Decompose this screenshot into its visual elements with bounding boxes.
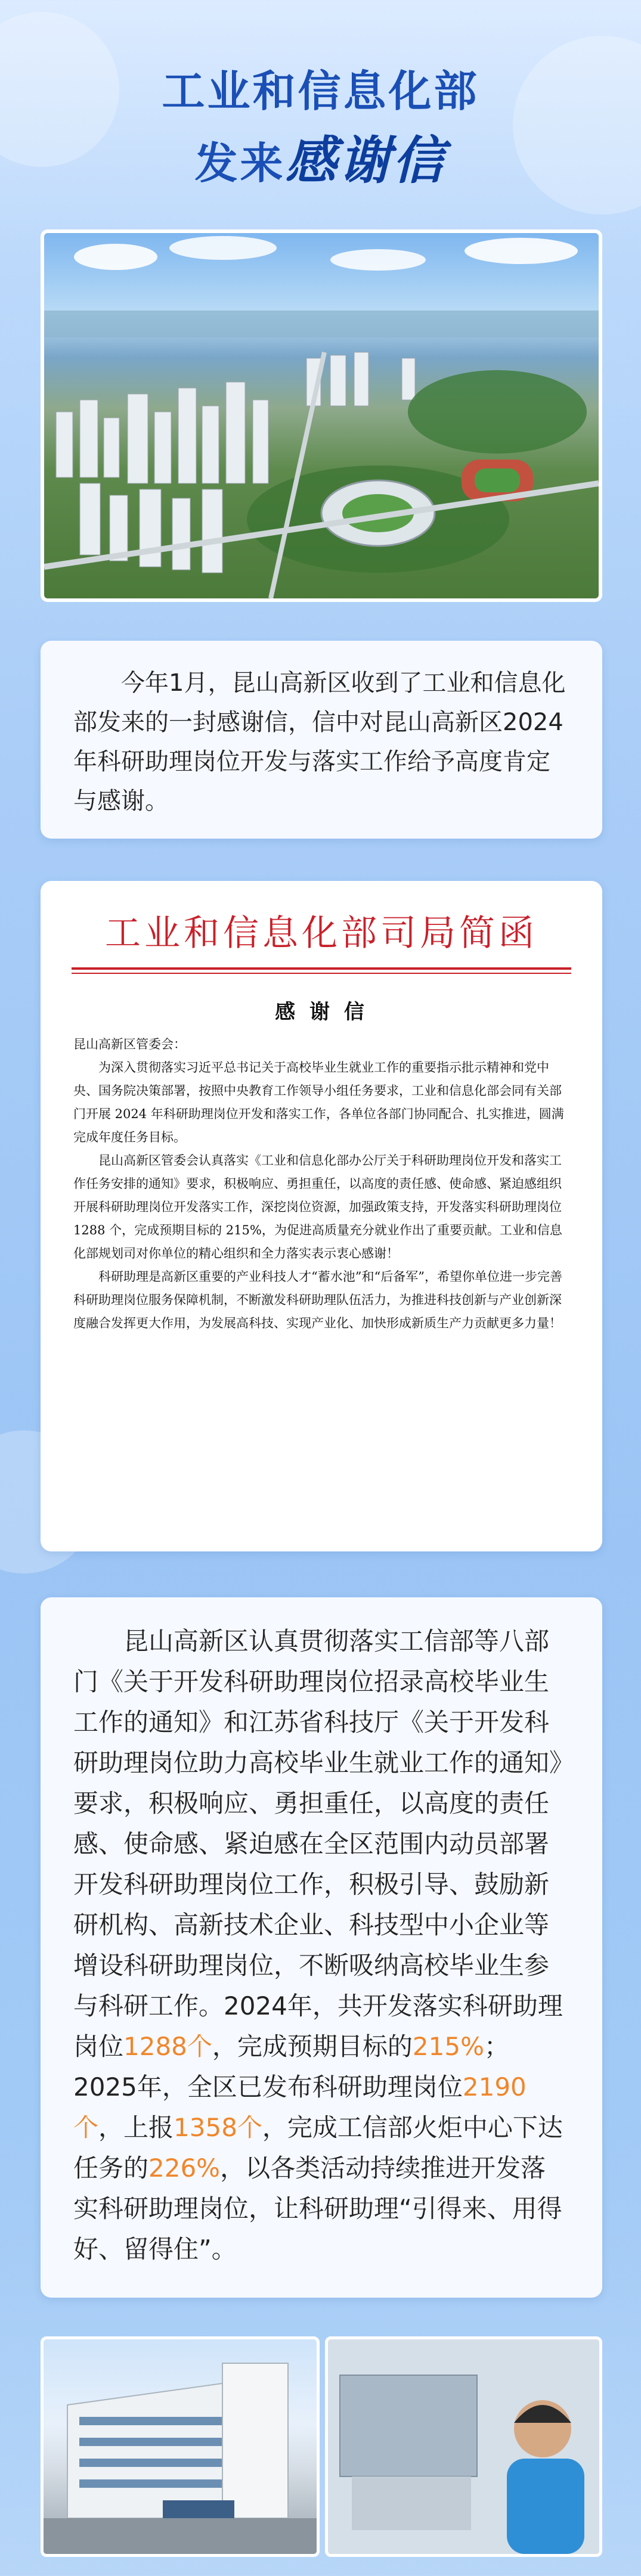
highlight-number: 226% — [148, 2153, 221, 2183]
letter-salutation: 昆山高新区管委会： — [73, 1037, 186, 1051]
lab-researcher-photo-icon — [328, 2339, 599, 2554]
title-plain: 发来 — [194, 138, 286, 188]
highlight-number: 1288个 — [123, 2032, 212, 2061]
hero-photo — [41, 229, 602, 602]
thank-you-letter — [41, 881, 602, 1551]
main-text-part: ，完成预期目标的 — [212, 2032, 413, 2061]
main-text-part: ，上报 — [98, 2113, 174, 2142]
letter-header: 工业和信息化部司局简函 — [105, 913, 538, 954]
main-text-part: 昆山高新区认真贯彻落实工信部等八部门《关于开发科研助理岗位招录高校毕业生工作的通知》和江苏省科技厅《关于开发科研助理岗位助力高校毕业生就业工作的通知》要求，积极响应、勇担重任，以高度的责任感、使命感、紧迫感在全区范围内动员部署开发科研助理岗位工作，积极引导、鼓励新研机构、高新技术企业、科技型中小企业等增设科研助理岗位，不断吸纳高校毕业生参与科研工作。2024年，共开发落实科研助理岗位 — [73, 1627, 563, 2061]
intro-text: 今年1月，昆山高新区收到了工业和信息化部发来的一封感谢信，信中对昆山高新区2024年科研助理岗位开发与落实工作给予高度肯定与感谢。 — [73, 669, 566, 815]
page-title-line1: 工业和信息化部 — [162, 66, 479, 116]
main-text-part: ；2025年，全区已发布科研助理岗位 — [73, 2032, 510, 2102]
main-text-part: ，完成工信部火炬中心下达任务的 — [73, 2113, 563, 2183]
letter-paragraph: 科研助理是高新区重要的产业科技人才“蓄水池”和“后备军”，希望你单位进一步完善科研助理岗位服务保障机制，不断激发科研助理队伍活力，为推进科技创新与产业创新深度融合发挥更大作用，为发展高科技、实现产业化、加快形成新质生产力贡献更多力量！ — [73, 1270, 562, 1330]
highlight-number: 2190个 — [73, 2072, 527, 2142]
page-title-line2 — [0, 119, 641, 193]
building-photo-icon — [44, 2339, 317, 2554]
main-text-part: ，以各类活动持续推进开发落实科研助理岗位，让科研助理“引得来、用得好、留得住”。 — [73, 2153, 562, 2264]
main-text — [73, 1621, 569, 2270]
highlight-number: 1358个 — [174, 2113, 262, 2142]
title-emphasis: 感谢信 — [285, 131, 447, 191]
lab-photo — [325, 2336, 602, 2557]
city-aerial-photo-icon — [44, 233, 599, 598]
main-text-card — [41, 1597, 602, 2298]
letter-body — [73, 1033, 569, 1335]
building-photo — [41, 2336, 320, 2557]
letter-paragraph: 为深入贯彻落实习近平总书记关于高校毕业生就业工作的重要指示批示精神和党中央、国务院决策部署，按照中央教育工作领导小组任务要求，工业和信息化部会同有关部门开展 2024 年科研助理岗位开发和落实工作，各单位各部门协同配合、扎实推进，圆满完成年度任务目标。 — [73, 1060, 564, 1144]
highlight-number: 215% — [412, 2032, 484, 2061]
letter-title: 感 谢 信 — [275, 1000, 368, 1024]
letter-paragraph: 昆山高新区管委会认真落实《工业和信息化部办公厅关于科研助理岗位开发和落实工作任务安排的通知》要求，积极响应、勇担重任，以高度的责任感、使命感、紧迫感组织开展科研助理岗位开发落实工作，深挖岗位资源，加强政策支持，开发落实科研助理岗位 1288 个，完成预期目标的 215%，为促进高质量充分就业作出了重要贡献。工业和信息化部规划司对你单位的精心组织和全力落实表示衷心感谢！ — [73, 1153, 562, 1261]
intro-card — [41, 641, 602, 839]
letter-red-line — [72, 967, 571, 970]
letter-red-line — [72, 973, 571, 974]
